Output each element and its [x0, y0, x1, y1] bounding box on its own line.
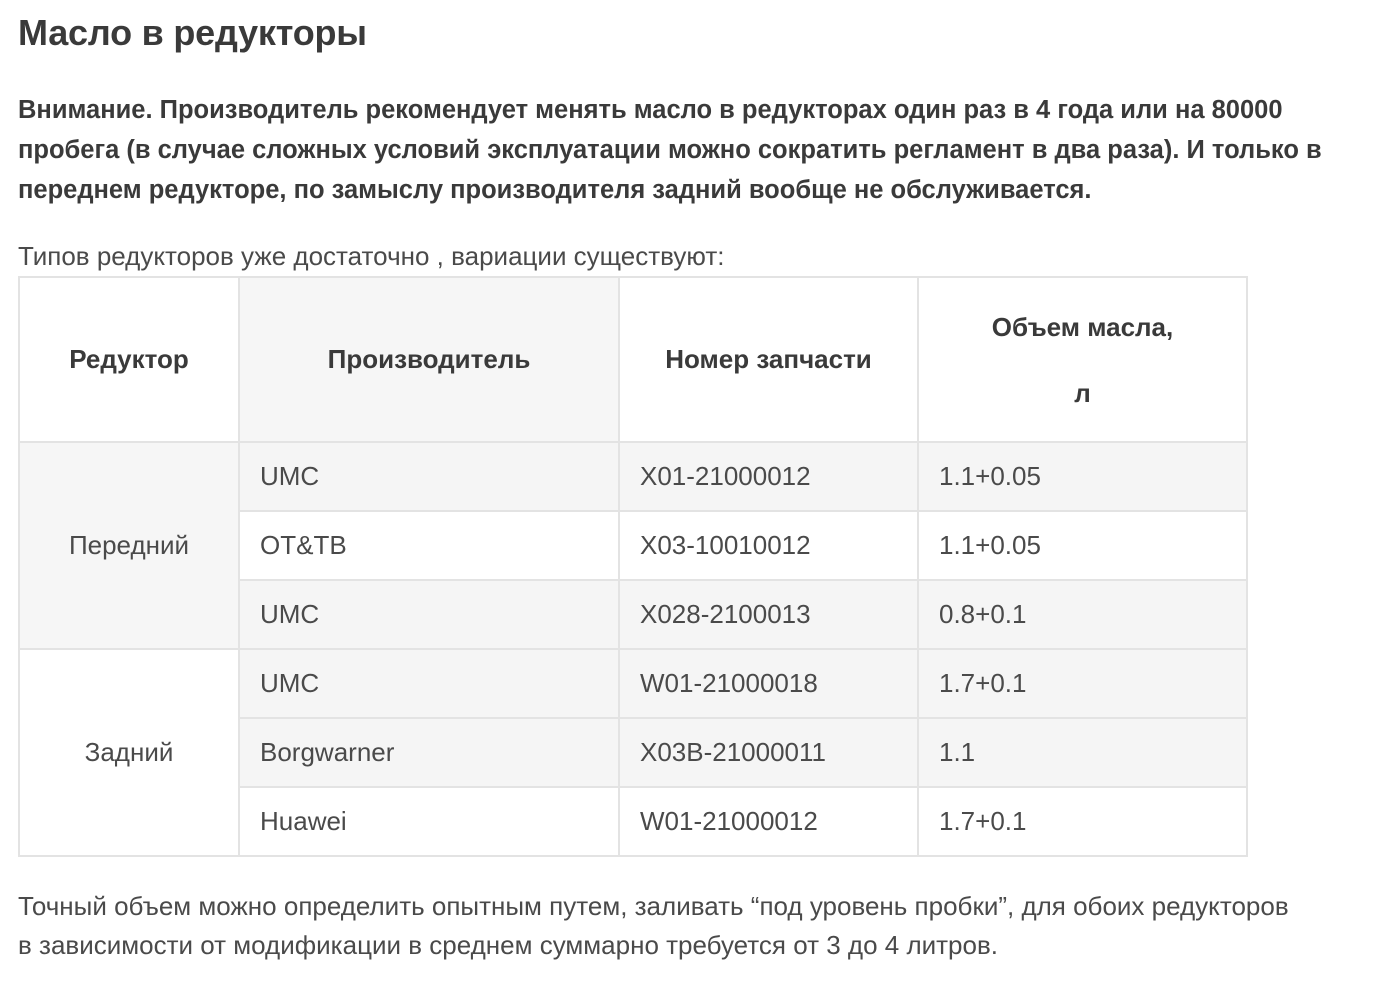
group-name-rear: Задний — [19, 649, 239, 856]
group-front — [19, 442, 1247, 649]
header-oil-volume-unit: л — [1074, 377, 1091, 408]
volume-cell: 1.1+0.05 — [918, 442, 1247, 511]
outro-line: в зависимости от модификации в среднем суммарно требуется от 3 до 4 литров. — [18, 930, 999, 960]
article-title: Масло в редукторы — [18, 12, 367, 53]
reducer-oil-table — [18, 276, 1248, 857]
maker-cell: Huawei — [239, 787, 619, 856]
intro-text: Типов редукторов уже достаточно , вариации существуют: — [18, 241, 725, 271]
part-number-cell: X028-2100013 — [619, 580, 918, 649]
warning-line: переднем редукторе, по замыслу производителя задний вообще не обслуживается. — [18, 176, 1092, 204]
part-number-cell: W01-21000018 — [619, 649, 918, 718]
warning-paragraph — [18, 90, 1368, 210]
maker-cell: UMC — [239, 649, 619, 718]
header-maker: Производитель — [239, 277, 619, 442]
table-header-row — [19, 277, 1247, 442]
outro-line: Точный объем можно определить опытным путем, заливать “под уровень пробки”, для обоих редукторов — [18, 891, 1289, 921]
part-number-cell: X03-10010012 — [619, 511, 918, 580]
table-row — [19, 649, 1247, 718]
warning-line: пробега (в случае сложных условий эксплуатации можно сократить регламент в два раза). И только в — [18, 136, 1322, 164]
maker-cell: Borgwarner — [239, 718, 619, 787]
part-number-cell: X01-21000012 — [619, 442, 918, 511]
maker-cell: OT&TB — [239, 511, 619, 580]
header-oil-volume — [918, 277, 1247, 442]
maker-cell: UMC — [239, 442, 619, 511]
volume-cell: 1.7+0.1 — [918, 649, 1247, 718]
warning-line: Внимание. Производитель рекомендует менять масло в редукторах один раз в 4 года или на 80000 — [18, 96, 1283, 124]
part-number-cell: X03B-21000011 — [619, 718, 918, 787]
volume-cell: 1.1+0.05 — [918, 511, 1247, 580]
volume-cell: 1.1 — [918, 718, 1247, 787]
part-number-cell: W01-21000012 — [619, 787, 918, 856]
group-rear — [19, 649, 1247, 856]
header-part-number: Номер запчасти — [619, 277, 918, 442]
header-oil-volume-line1: Объем масла, — [991, 311, 1174, 342]
table-row — [19, 442, 1247, 511]
outro-paragraph — [18, 887, 1388, 965]
header-reducer: Редуктор — [19, 277, 239, 442]
volume-cell: 1.7+0.1 — [918, 787, 1247, 856]
volume-cell: 0.8+0.1 — [918, 580, 1247, 649]
maker-cell: UMC — [239, 580, 619, 649]
group-name-front: Передний — [19, 442, 239, 649]
